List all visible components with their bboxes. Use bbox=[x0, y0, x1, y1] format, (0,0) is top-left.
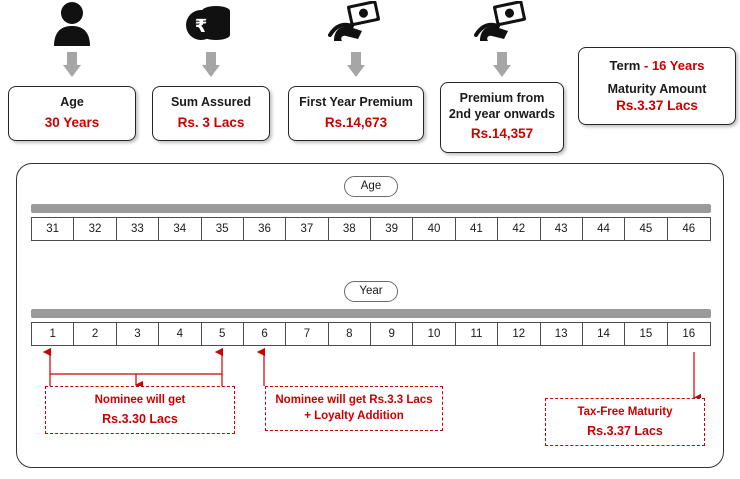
card-first-year-premium-label: First Year Premium bbox=[299, 95, 413, 109]
age-cell-46: 46 bbox=[682, 223, 696, 235]
card-renewal-premium bbox=[440, 82, 564, 153]
year-cell-8: 8 bbox=[329, 323, 371, 345]
age-cell-36: 36 bbox=[244, 218, 286, 240]
top-column-renewal-premium bbox=[440, 0, 564, 153]
card-term-maturity bbox=[578, 47, 736, 125]
card-term-line bbox=[585, 58, 729, 75]
callout-line-2: Rs.3.30 Lacs bbox=[102, 411, 178, 426]
svg-text:₹: ₹ bbox=[194, 16, 208, 37]
arrow-down-icon bbox=[347, 52, 365, 78]
callout-line-1: Nominee will get bbox=[94, 394, 186, 406]
year-track-bar bbox=[31, 309, 711, 318]
age-cell-43: 43 bbox=[541, 218, 583, 240]
person-icon bbox=[50, 0, 94, 48]
year-cell-14: 14 bbox=[583, 323, 625, 345]
card-first-year-premium bbox=[288, 86, 424, 141]
year-cell-4: 4 bbox=[159, 323, 201, 345]
age-cell-40: 40 bbox=[413, 218, 455, 240]
arrow-down-icon bbox=[493, 52, 511, 78]
maturity-amount-label: Maturity Amount bbox=[607, 81, 707, 96]
card-age bbox=[8, 86, 136, 141]
top-column-age bbox=[8, 0, 136, 141]
coins-rupee-icon bbox=[184, 0, 238, 48]
age-cell-31: 31 bbox=[32, 218, 74, 240]
year-cell-13: 13 bbox=[541, 323, 583, 345]
age-cell-32: 32 bbox=[74, 218, 116, 240]
card-renewal-premium-label: Premium from 2nd year onwards bbox=[448, 91, 556, 121]
age-cell-45: 45 bbox=[625, 218, 667, 240]
year-cell-2: 2 bbox=[74, 323, 116, 345]
age-cell-35: 35 bbox=[202, 218, 244, 240]
card-age-value: 30 Years bbox=[44, 114, 100, 130]
callout-line-2: Rs.3.37 Lacs bbox=[587, 423, 663, 438]
callout-maturity-benefit bbox=[545, 398, 705, 446]
age-cell-33: 33 bbox=[117, 218, 159, 240]
arrow-down-icon bbox=[63, 52, 81, 78]
age-scale bbox=[31, 217, 711, 241]
maturity-amount-value: Rs.3.37 Lacs bbox=[616, 97, 698, 113]
age-cell-41: 41 bbox=[456, 218, 498, 240]
age-cell-39: 39 bbox=[371, 218, 413, 240]
cash-hand-icon bbox=[474, 0, 530, 48]
age-cell-38: 38 bbox=[329, 218, 371, 240]
year-cell-16: 16 bbox=[682, 328, 696, 340]
year-cell-11: 11 bbox=[456, 323, 498, 345]
year-cell-5: 5 bbox=[202, 323, 244, 345]
callout-line-1: Nominee will get Rs.3.3 Lacs bbox=[275, 394, 433, 406]
age-cell-44: 44 bbox=[583, 218, 625, 240]
cash-hand-icon bbox=[328, 0, 384, 48]
top-column-first-year-premium bbox=[288, 0, 424, 141]
year-cell-9: 9 bbox=[371, 323, 413, 345]
callout-nominee-benefit-early bbox=[45, 386, 235, 434]
card-age-label: Age bbox=[60, 95, 84, 109]
card-first-year-premium-value: Rs.14,673 bbox=[324, 114, 388, 130]
year-cell-15: 15 bbox=[625, 323, 667, 345]
callout-nominee-benefit-loyalty bbox=[265, 386, 443, 431]
callout-line-1: Tax-Free Maturity bbox=[577, 406, 673, 418]
year-scale bbox=[31, 322, 711, 346]
year-cell-3: 3 bbox=[117, 323, 159, 345]
age-cell-42: 42 bbox=[498, 218, 540, 240]
year-cell-7: 7 bbox=[286, 323, 328, 345]
callout-line-2: + Loyalty Addition bbox=[304, 409, 404, 422]
card-sum-assured bbox=[152, 86, 270, 141]
year-cell-1: 1 bbox=[32, 323, 74, 345]
age-track-bar bbox=[31, 204, 711, 213]
arrow-down-icon bbox=[202, 52, 220, 78]
card-sum-assured-value: Rs. 3 Lacs bbox=[177, 114, 245, 130]
year-cell-6: 6 bbox=[244, 323, 286, 345]
age-pill-label: Age bbox=[344, 176, 398, 197]
year-cell-12: 12 bbox=[498, 323, 540, 345]
timeline-panel bbox=[16, 163, 724, 468]
term-label: Term bbox=[609, 58, 641, 73]
card-renewal-premium-value: Rs.14,357 bbox=[470, 126, 534, 142]
term-dash: - bbox=[643, 58, 649, 73]
term-value: 16 Years bbox=[651, 58, 705, 73]
year-pill-label: Year bbox=[344, 281, 398, 302]
year-cell-10: 10 bbox=[413, 323, 455, 345]
card-sum-assured-label: Sum Assured bbox=[170, 95, 252, 109]
age-cell-37: 37 bbox=[286, 218, 328, 240]
top-column-sum-assured bbox=[152, 0, 270, 141]
age-cell-34: 34 bbox=[159, 218, 201, 240]
